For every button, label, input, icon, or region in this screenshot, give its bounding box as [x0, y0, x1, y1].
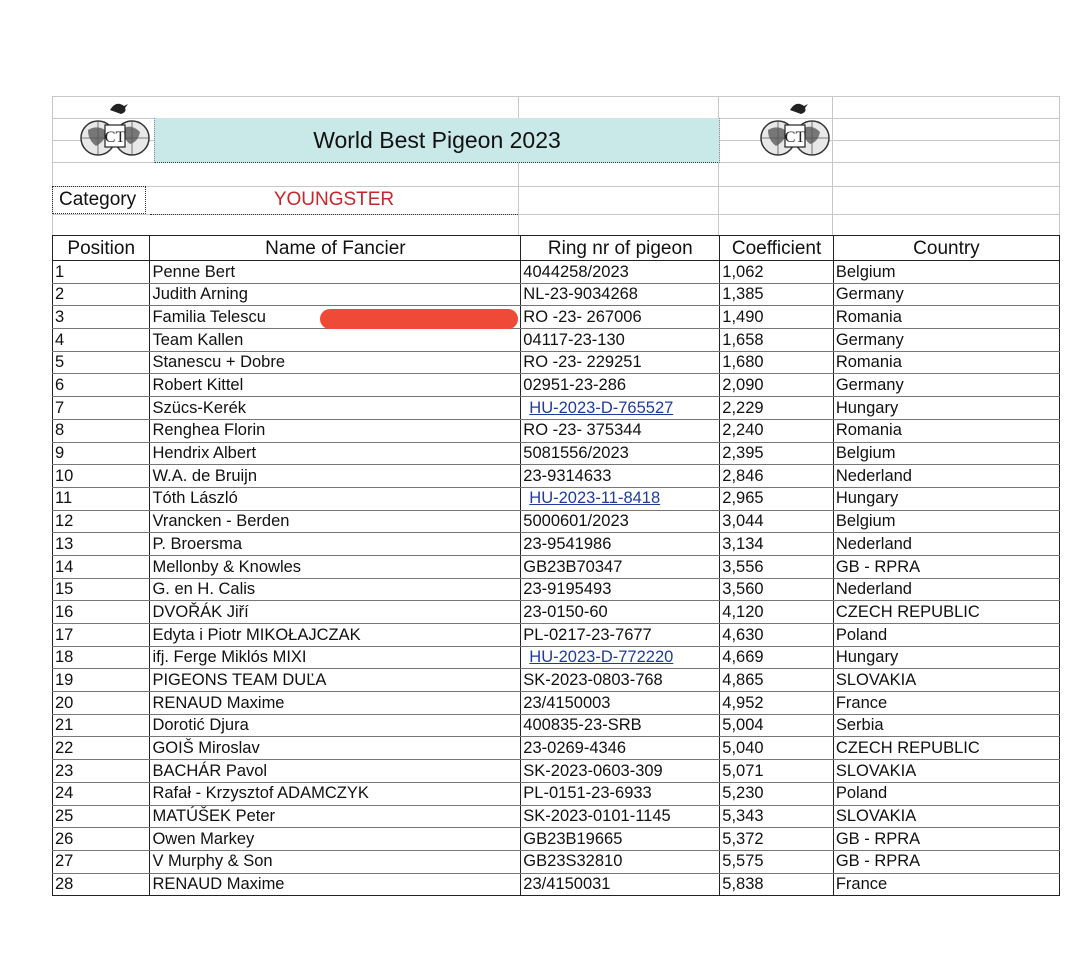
table-row — [53, 283, 1060, 306]
cell-coefficient: 5,343 — [720, 805, 834, 828]
cell-ring: RO -23- 229251 — [521, 351, 720, 374]
cell-position: 23 — [53, 760, 150, 783]
cell-ring: 04117-23-130 — [521, 329, 720, 352]
cell-coefficient: 5,230 — [720, 782, 834, 805]
cell-ring: GB23B70347 — [521, 555, 720, 578]
cell-country: Nederland — [833, 578, 1059, 601]
category-label: Category — [52, 186, 146, 214]
table-row — [53, 578, 1060, 601]
table-row — [53, 873, 1060, 896]
cell-ring: SK-2023-0101-1145 — [521, 805, 720, 828]
cell-coefficient: 3,560 — [720, 578, 834, 601]
cell-ring: NL-23-9034268 — [521, 283, 720, 306]
header-position: Position — [53, 236, 150, 261]
table-row — [53, 442, 1060, 465]
table-row — [53, 805, 1060, 828]
cell-name: V Murphy & Son — [150, 850, 521, 873]
table-row — [53, 487, 1060, 510]
cell-name: Stanescu + Dobre — [150, 351, 521, 374]
cell-position: 5 — [53, 351, 150, 374]
cell-country: Hungary — [833, 487, 1059, 510]
cell-name: RENAUD Maxime — [150, 873, 521, 896]
ring-link[interactable]: HU-2023-D-772220 — [529, 648, 674, 667]
cell-name: BACHÁR Pavol — [150, 760, 521, 783]
cell-coefficient: 5,372 — [720, 828, 834, 851]
cell-position: 12 — [53, 510, 150, 533]
cell-name: ifj. Ferge Miklós MIXI — [150, 646, 521, 669]
table-row — [53, 624, 1060, 647]
table-row — [53, 374, 1060, 397]
cell-name: Edyta i Piotr MIKOŁAJCZAK — [150, 624, 521, 647]
spreadsheet — [52, 96, 1060, 896]
cell-country: Romania — [833, 306, 1059, 329]
ring-link[interactable]: HU-2023-D-765527 — [529, 398, 674, 417]
cell-coefficient: 2,965 — [720, 487, 834, 510]
cell-position: 27 — [53, 850, 150, 873]
cell-position: 14 — [53, 555, 150, 578]
cell-country: France — [833, 692, 1059, 715]
table-row — [53, 465, 1060, 488]
table-row — [53, 555, 1060, 578]
cell-coefficient: 3,556 — [720, 555, 834, 578]
cell-position: 25 — [53, 805, 150, 828]
cell-country: GB - RPRA — [833, 828, 1059, 851]
cell-ring: RO -23- 375344 — [521, 419, 720, 442]
cell-coefficient: 4,669 — [720, 646, 834, 669]
cell-coefficient: 2,240 — [720, 419, 834, 442]
cell-country: Belgium — [833, 261, 1059, 284]
cell-ring: SK-2023-0803-768 — [521, 669, 720, 692]
cell-coefficient: 4,952 — [720, 692, 834, 715]
table-row — [53, 261, 1060, 284]
header-ring: Ring nr of pigeon — [521, 236, 720, 261]
cell-position: 7 — [53, 397, 150, 420]
cell-coefficient: 4,865 — [720, 669, 834, 692]
cell-position: 22 — [53, 737, 150, 760]
cell-ring: SK-2023-0603-309 — [521, 760, 720, 783]
cell-name: Hendrix Albert — [150, 442, 521, 465]
cell-name: Owen Markey — [150, 828, 521, 851]
cell-country: Hungary — [833, 646, 1059, 669]
cell-position: 8 — [53, 419, 150, 442]
cell-name: Vrancken - Berden — [150, 510, 521, 533]
cell-country: Poland — [833, 782, 1059, 805]
table-row — [53, 850, 1060, 873]
cell-ring: 23-0150-60 — [521, 601, 720, 624]
cell-name: RENAUD Maxime — [150, 692, 521, 715]
cell-country: Nederland — [833, 533, 1059, 556]
cell-coefficient: 1,062 — [720, 261, 834, 284]
cell-coefficient: 4,120 — [720, 601, 834, 624]
cell-position: 18 — [53, 646, 150, 669]
cell-country: Germany — [833, 374, 1059, 397]
cell-position: 28 — [53, 873, 150, 896]
cell-name: Judith Arning — [150, 283, 521, 306]
cell-position: 11 — [53, 487, 150, 510]
table-row — [53, 737, 1060, 760]
cell-name: Rafał - Krzysztof ADAMCZYK — [150, 782, 521, 805]
cell-coefficient: 2,846 — [720, 465, 834, 488]
table-row — [53, 760, 1060, 783]
cell-name: Mellonby & Knowles — [150, 555, 521, 578]
cell-country: Belgium — [833, 510, 1059, 533]
table-row — [53, 601, 1060, 624]
cell-country: GB - RPRA — [833, 850, 1059, 873]
cell-name: Robert Kittel — [150, 374, 521, 397]
cell-country: Nederland — [833, 465, 1059, 488]
cell-coefficient: 1,385 — [720, 283, 834, 306]
cell-country: Germany — [833, 329, 1059, 352]
cell-country: Poland — [833, 624, 1059, 647]
cell-country: CZECH REPUBLIC — [833, 601, 1059, 624]
cell-ring: 23/4150031 — [521, 873, 720, 896]
cell-coefficient: 2,229 — [720, 397, 834, 420]
cell-coefficient: 5,004 — [720, 714, 834, 737]
cell-ring: GB23S32810 — [521, 850, 720, 873]
cell-country: GB - RPRA — [833, 555, 1059, 578]
cell-ring — [521, 397, 720, 420]
cell-coefficient: 1,658 — [720, 329, 834, 352]
cell-country: France — [833, 873, 1059, 896]
cell-name: Team Kallen — [150, 329, 521, 352]
cell-coefficient: 1,680 — [720, 351, 834, 374]
table-row — [53, 828, 1060, 851]
cell-coefficient: 5,838 — [720, 873, 834, 896]
cell-country: Belgium — [833, 442, 1059, 465]
cell-coefficient: 2,090 — [720, 374, 834, 397]
table-row — [53, 510, 1060, 533]
cell-country: Romania — [833, 419, 1059, 442]
cell-country: SLOVAKIA — [833, 760, 1059, 783]
cell-coefficient: 5,040 — [720, 737, 834, 760]
fci-logo-right-icon — [760, 100, 830, 162]
cell-ring: 23/4150003 — [521, 692, 720, 715]
cell-name: Szücs-Kerék — [150, 397, 521, 420]
cell-position: 26 — [53, 828, 150, 851]
cell-ring: 23-9195493 — [521, 578, 720, 601]
cell-position: 17 — [53, 624, 150, 647]
header-country: Country — [833, 236, 1059, 261]
cell-coefficient: 3,044 — [720, 510, 834, 533]
table-row — [53, 306, 1060, 329]
cell-ring: 02951-23-286 — [521, 374, 720, 397]
cell-ring: 23-0269-4346 — [521, 737, 720, 760]
cell-ring — [521, 487, 720, 510]
cell-coefficient: 5,071 — [720, 760, 834, 783]
cell-ring: 23-9541986 — [521, 533, 720, 556]
svg-text:CT: CT — [104, 129, 126, 146]
cell-name: G. en H. Calis — [150, 578, 521, 601]
cell-position: 1 — [53, 261, 150, 284]
header-name: Name of Fancier — [150, 236, 521, 261]
cell-country: CZECH REPUBLIC — [833, 737, 1059, 760]
category-value: YOUNGSTER — [150, 186, 518, 215]
cell-coefficient: 1,490 — [720, 306, 834, 329]
cell-name: Dorotić Djura — [150, 714, 521, 737]
cell-name: W.A. de Bruijn — [150, 465, 521, 488]
table-row — [53, 714, 1060, 737]
cell-country: Germany — [833, 283, 1059, 306]
table-row — [53, 351, 1060, 374]
cell-position: 16 — [53, 601, 150, 624]
header-coefficient: Coefficient — [720, 236, 834, 261]
cell-ring: 23-9314633 — [521, 465, 720, 488]
cell-position: 10 — [53, 465, 150, 488]
cell-position: 15 — [53, 578, 150, 601]
ring-link[interactable]: HU-2023-11-8418 — [529, 489, 661, 508]
table-row — [53, 782, 1060, 805]
results-table — [52, 235, 1060, 896]
fci-logo-left-icon — [80, 100, 150, 162]
cell-country: SLOVAKIA — [833, 805, 1059, 828]
cell-ring: 5000601/2023 — [521, 510, 720, 533]
cell-country: SLOVAKIA — [833, 669, 1059, 692]
cell-ring: 5081556/2023 — [521, 442, 720, 465]
cell-coefficient: 5,575 — [720, 850, 834, 873]
svg-text:CT: CT — [784, 129, 806, 146]
cell-country: Romania — [833, 351, 1059, 374]
cell-ring: 4044258/2023 — [521, 261, 720, 284]
table-row — [53, 692, 1060, 715]
cell-name: P. Broersma — [150, 533, 521, 556]
cell-name: Penne Bert — [150, 261, 521, 284]
page-title: World Best Pigeon 2023 — [154, 118, 720, 163]
cell-name: PIGEONS TEAM DUĽA — [150, 669, 521, 692]
cell-ring: 400835-23-SRB — [521, 714, 720, 737]
cell-position: 4 — [53, 329, 150, 352]
cell-ring: RO -23- 267006 — [521, 306, 720, 329]
table-row — [53, 533, 1060, 556]
cell-position: 19 — [53, 669, 150, 692]
cell-position: 6 — [53, 374, 150, 397]
redaction-mark — [320, 309, 518, 329]
cell-position: 24 — [53, 782, 150, 805]
cell-name: DVOŘÁK Jiří — [150, 601, 521, 624]
cell-country: Hungary — [833, 397, 1059, 420]
cell-ring — [521, 646, 720, 669]
cell-ring: GB23B19665 — [521, 828, 720, 851]
cell-coefficient: 3,134 — [720, 533, 834, 556]
cell-ring: PL-0217-23-7677 — [521, 624, 720, 647]
table-row — [53, 329, 1060, 352]
cell-name: Renghea Florin — [150, 419, 521, 442]
table-row — [53, 397, 1060, 420]
table-row — [53, 646, 1060, 669]
cell-position: 2 — [53, 283, 150, 306]
cell-name: Tóth László — [150, 487, 521, 510]
cell-ring: PL-0151-23-6933 — [521, 782, 720, 805]
cell-coefficient: 4,630 — [720, 624, 834, 647]
cell-position: 9 — [53, 442, 150, 465]
cell-position: 13 — [53, 533, 150, 556]
cell-name: GOIŠ Miroslav — [150, 737, 521, 760]
cell-name: MATÚŠEK Peter — [150, 805, 521, 828]
cell-country: Serbia — [833, 714, 1059, 737]
cell-position: 21 — [53, 714, 150, 737]
table-header-row — [53, 236, 1060, 261]
table-row — [53, 419, 1060, 442]
table-row — [53, 669, 1060, 692]
cell-coefficient: 2,395 — [720, 442, 834, 465]
cell-name: Familia Telescu — [150, 306, 521, 329]
cell-position: 20 — [53, 692, 150, 715]
cell-position: 3 — [53, 306, 150, 329]
